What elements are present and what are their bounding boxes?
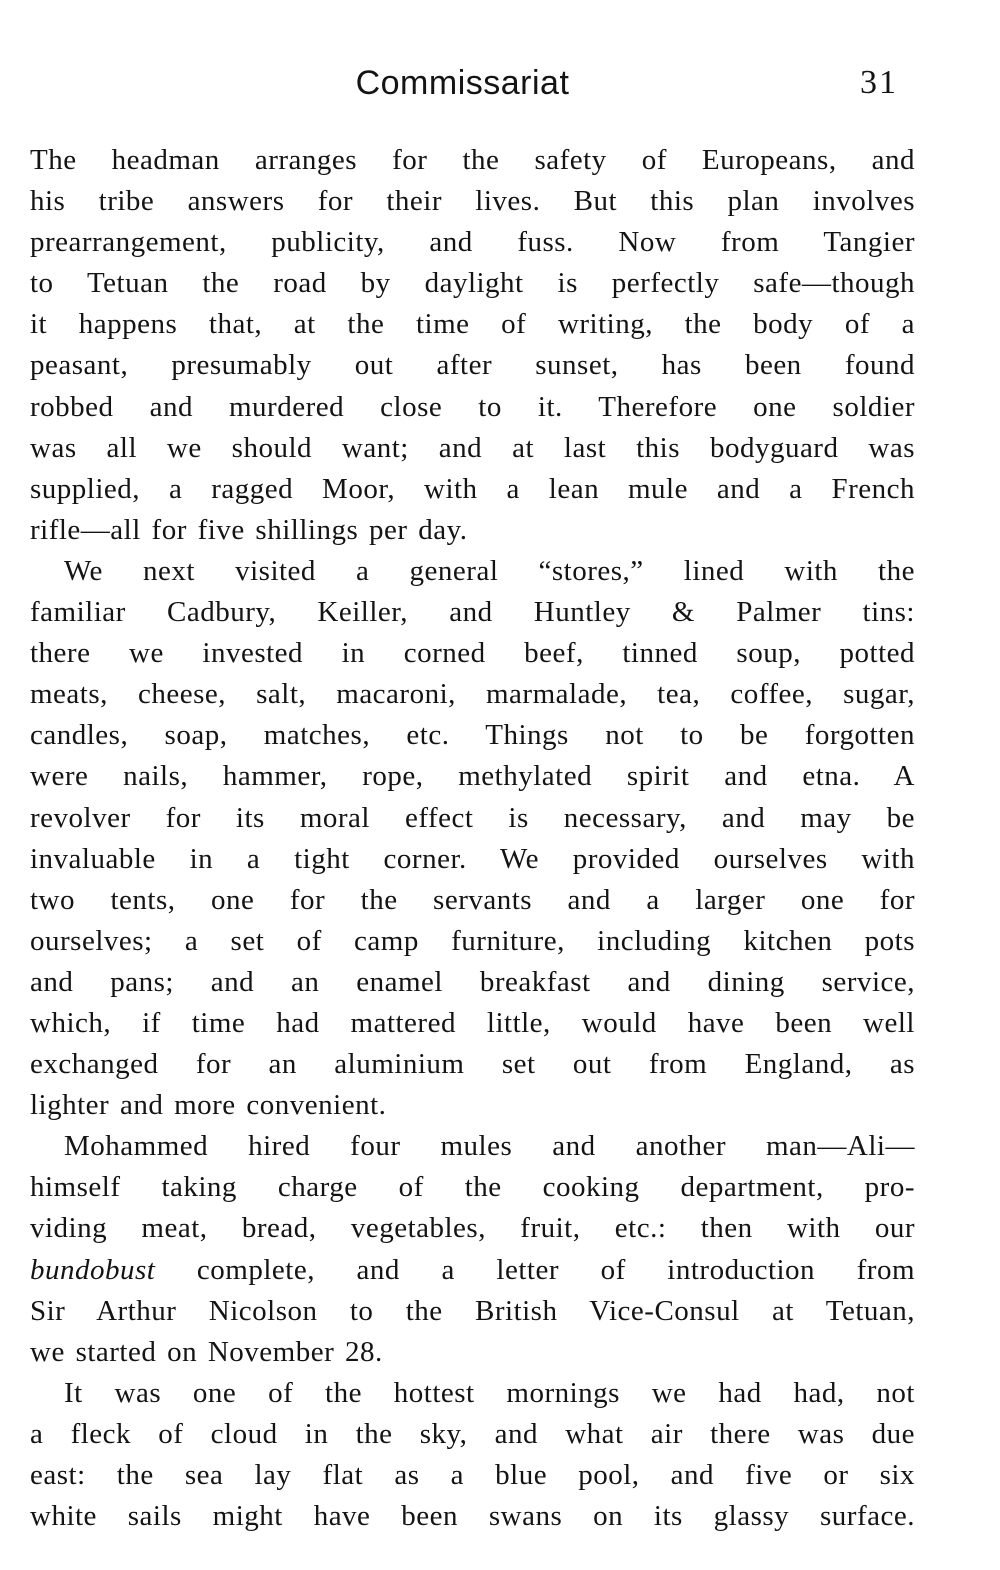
text-line-rest: complete, and a letter of introduction from [196, 1253, 916, 1286]
text-line: two tents, one for the servants and a larger one for [30, 883, 915, 916]
text-line: white sails might have been swans on its glassy surface. [30, 1500, 915, 1533]
page-number: 31 [860, 64, 898, 101]
text-line: a fleck of cloud in the sky, and what air there was due [30, 1417, 915, 1450]
paragraph-4 [30, 1373, 915, 1537]
running-head [0, 58, 1000, 108]
text-line: himself taking charge of the cooking department, pro- [30, 1171, 915, 1204]
text-line: candles, soap, matches, etc. Things not to be forgotten [30, 719, 915, 752]
text-line-with-italic [30, 1250, 915, 1291]
text-line: his tribe answers for their lives. But this plan involves [30, 185, 915, 218]
text-line: prearrangement, publicity, and fuss. Now from Tangier [30, 226, 915, 259]
text-line: lighter and more convenient. [30, 1089, 387, 1122]
text-line: we started on November 28. [30, 1335, 383, 1368]
chapter-title: Commissariat [355, 64, 570, 102]
text-line: to Tetuan the road by daylight is perfectly safe—though [30, 267, 915, 300]
italic-word: bundobust [30, 1253, 156, 1286]
text-line: invaluable in a tight corner. We provided ourselves with [30, 842, 915, 875]
paragraph-1 [30, 140, 915, 551]
paragraph-3 [30, 1126, 915, 1373]
text-line: viding meat, bread, vegetables, fruit, etc.: then with our [30, 1212, 915, 1245]
text-line: and pans; and an enamel breakfast and dining service, [30, 965, 915, 998]
text-line: We next visited a general “stores,” lined with the [64, 554, 915, 587]
text-line: were nails, hammer, rope, methylated spirit and etna. A [30, 760, 915, 793]
text-line: Mohammed hired four mules and another man—Ali— [64, 1130, 915, 1163]
text-line: revolver for its moral effect is necessary, and may be [30, 801, 915, 834]
text-line: It was one of the hottest mornings we had had, not [64, 1376, 915, 1409]
text-line: robbed and murdered close to it. Therefore one soldier [30, 390, 915, 423]
text-line: The headman arranges for the safety of Europeans, and [30, 144, 915, 176]
text-line: exchanged for an aluminium set out from England, as [30, 1048, 915, 1081]
body-text [30, 140, 915, 1537]
text-line: it happens that, at the time of writing, the body of a [30, 308, 915, 341]
text-line: which, if time had mattered little, would have been well [30, 1006, 915, 1039]
text-line: supplied, a ragged Moor, with a lean mule and a French [30, 472, 915, 505]
text-line: rifle—all for five shillings per day. [30, 513, 468, 546]
text-line: Sir Arthur Nicolson to the British Vice-Consul at Tetuan, [30, 1294, 915, 1327]
text-line: east: the sea lay flat as a blue pool, and five or six [30, 1459, 915, 1491]
text-line: peasant, presumably out after sunset, has been found [30, 349, 915, 382]
paragraph-2 [30, 551, 915, 1126]
text-line: ourselves; a set of camp furniture, including kitchen pots [30, 924, 915, 957]
text-line: was all we should want; and at last this bodyguard was [30, 431, 915, 464]
text-line: meats, cheese, salt, macaroni, marmalade, tea, coffee, sugar, [30, 678, 915, 711]
text-line: familiar Cadbury, Keiller, and Huntley & Palmer tins: [30, 596, 915, 629]
text-line: there we invested in corned beef, tinned soup, potted [30, 637, 915, 670]
